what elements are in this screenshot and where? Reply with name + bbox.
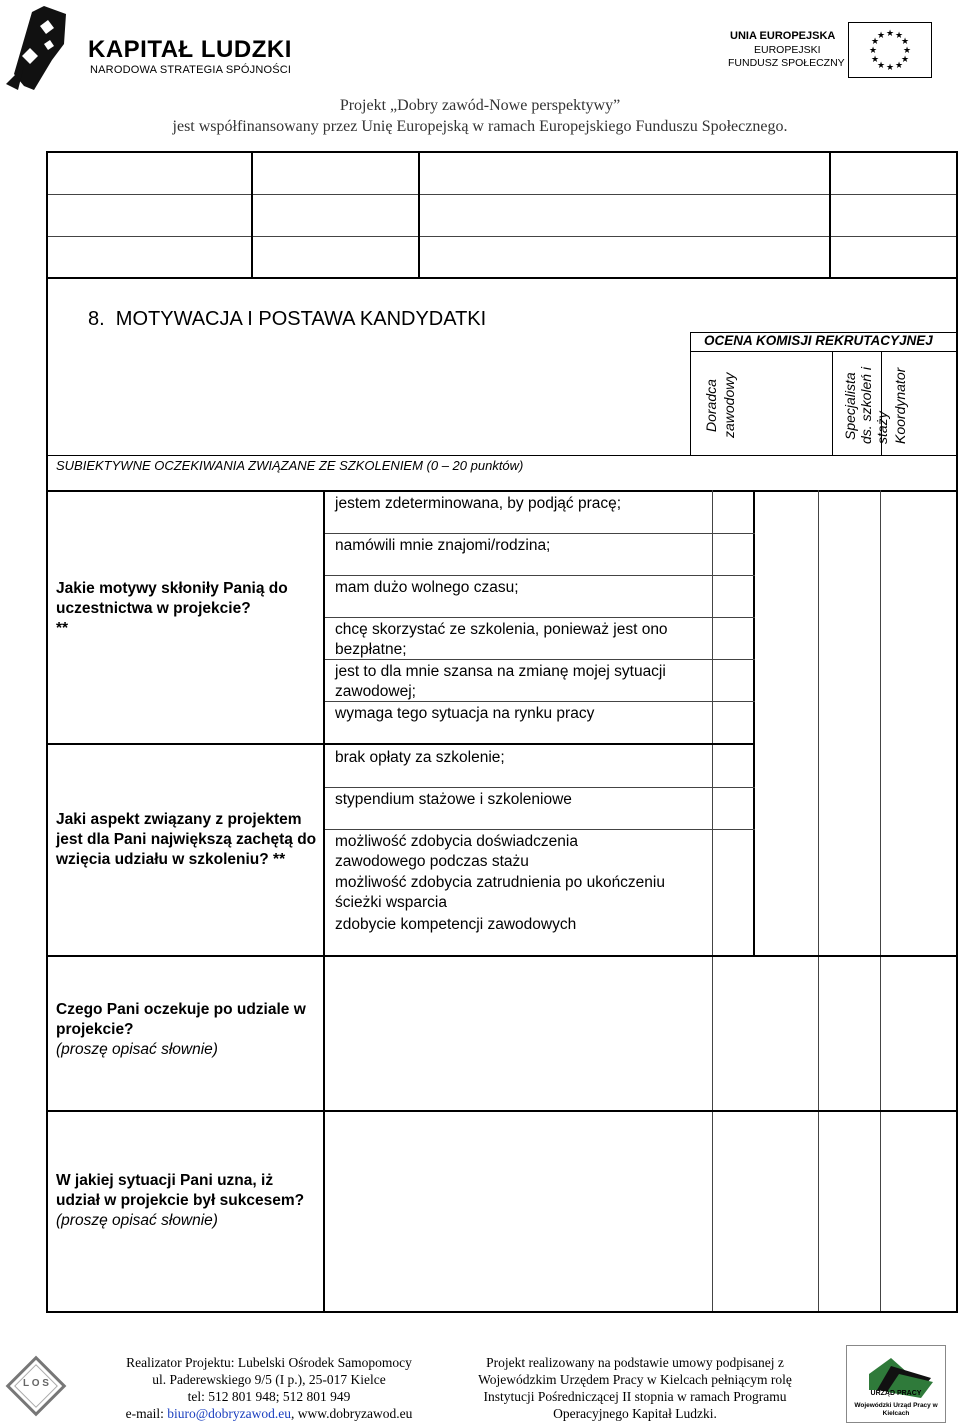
kapital-ludzki-logo <box>4 4 304 96</box>
eu-logo <box>720 22 940 82</box>
q2-option-5[interactable]: zdobycie kompetencji zawodowych <box>335 916 577 933</box>
project-line-1: Projekt „Dobry zawód-Nowe perspektywy” <box>339 97 621 114</box>
kl-star-icon <box>4 4 70 96</box>
wup-logo-top: URZĄD PRACY <box>870 1390 922 1397</box>
svg-text:★: ★ <box>894 61 904 71</box>
q4-answer-area[interactable] <box>325 1112 712 1311</box>
svg-text:★: ★ <box>902 46 912 56</box>
section-subheading: SUBIEKTYWNE OCZEKIWANIA ZWIĄZANE ZE SZKOLENIEM (0 – 20 punktów) <box>56 458 524 473</box>
commission-header: OCENA KOMISJI REKRUTACYJNEJ <box>704 333 933 348</box>
svg-text:★: ★ <box>876 31 886 41</box>
svg-text:★: ★ <box>900 55 910 65</box>
col-doradca-1: Doradca <box>703 379 719 432</box>
q2-option-3[interactable]: możliwość zdobycia doświadczenia zawodowego podczas stażu <box>335 833 578 870</box>
svg-text:★: ★ <box>885 29 895 39</box>
kl-subtitle: NARODOWA STRATEGIA SPÓJNOŚCI <box>90 64 292 76</box>
q3-label: Czego Pani oczekuje po udziale w projekcie? (proszę opisać słownie) <box>56 1001 306 1058</box>
q4-label: W jakiej sytuacji Pani uzna, iż udział w projekcie był sukcesem? (proszę opisać słownie) <box>56 1172 305 1229</box>
footer-left: Realizator Projektu: Lubelski Ośrodek Samopomocy ul. Paderewskiego 9/5 (I p.), 25-017 Kielce tel: 512 801 948; 512 801 949 e-mail: biuro@dobryzawod.eu, www.dobryzawod.eu <box>125 1355 413 1421</box>
svg-text:★: ★ <box>868 46 878 56</box>
svg-text:★: ★ <box>900 37 910 47</box>
project-line-2: jest współfinansowany przez Unię Europejską w ramach Europejskiego Funduszu Społecznego. <box>172 118 788 135</box>
q1-option-4[interactable]: chcę skorzystać ze szkolenia, ponieważ jest ono bezpłatne; <box>335 621 668 658</box>
svg-text:★: ★ <box>870 55 880 65</box>
email-link[interactable]: biuro@dobryzawod.eu <box>167 1406 292 1421</box>
los-logo <box>6 1356 66 1416</box>
section-title: 8. MOTYWACJA I POSTAWA KANDYDATKI <box>88 308 487 330</box>
wup-logo-bottom: Wojewódzki Urząd Pracy w Kielcach <box>854 1402 938 1417</box>
footer-right: Projekt realizowany na podstawie umowy podpisanej z Wojewódzkim Urzędem Pracy w Kielcach pełniącym rolę Instytucji Pośredniczącej II stopnia w ramach Programu Operacyjnego Kapitał Ludzki. <box>478 1355 792 1421</box>
col-specjalista: Specjalista ds. szkoleń i staży <box>842 366 890 444</box>
eu-line1: EUROPEJSKI <box>754 44 821 56</box>
q1-option-6[interactable]: wymaga tego sytuacja na rynku pracy <box>335 705 595 722</box>
q1-option-1[interactable]: jestem zdeterminowana, by podjąć pracę; <box>335 495 622 512</box>
svg-text:★: ★ <box>876 61 886 71</box>
q2-option-4[interactable]: możliwość zdobycia zatrudnienia po ukończeniu ścieżki wsparcia <box>335 874 665 911</box>
kl-title: KAPITAŁ LUDZKI <box>88 36 292 63</box>
q1-label: Jakie motywy skłoniły Panią do uczestnictwa w projekcie? ** <box>56 580 288 637</box>
los-logo-text: L O S <box>23 1378 49 1389</box>
col-koordynator: Koordynator <box>892 367 908 444</box>
web-link[interactable]: , www.dobryzawod.eu <box>291 1406 413 1421</box>
q3-answer-area[interactable] <box>325 957 712 1110</box>
q2-label: Jaki aspekt związany z projektem jest dla Pani największą zachętą do wzięcia udziału w szkoleniu? ** <box>56 811 317 868</box>
wup-logo <box>846 1345 946 1423</box>
svg-text:★: ★ <box>870 37 880 47</box>
q2-option-1[interactable]: brak opłaty za szkolenie; <box>335 749 505 766</box>
eu-title: UNIA EUROPEJSKA <box>730 30 836 42</box>
svg-text:★: ★ <box>894 31 904 41</box>
q1-option-3[interactable]: mam dużo wolnego czasu; <box>335 579 519 596</box>
q1-option-2[interactable]: namówili mnie znajomi/rodzina; <box>335 537 551 554</box>
col-doradca-2: zawodowy <box>721 372 737 438</box>
eu-flag-icon <box>848 22 932 78</box>
q2-option-2[interactable]: stypendium stażowe i szkoleniowe <box>335 791 572 808</box>
eu-line2: FUNDUSZ SPOŁECZNY <box>728 57 845 69</box>
q1-option-5[interactable]: jest to dla mnie szansa na zmianę mojej sytuacji zawodowej; <box>335 663 666 700</box>
svg-text:★: ★ <box>885 63 895 73</box>
